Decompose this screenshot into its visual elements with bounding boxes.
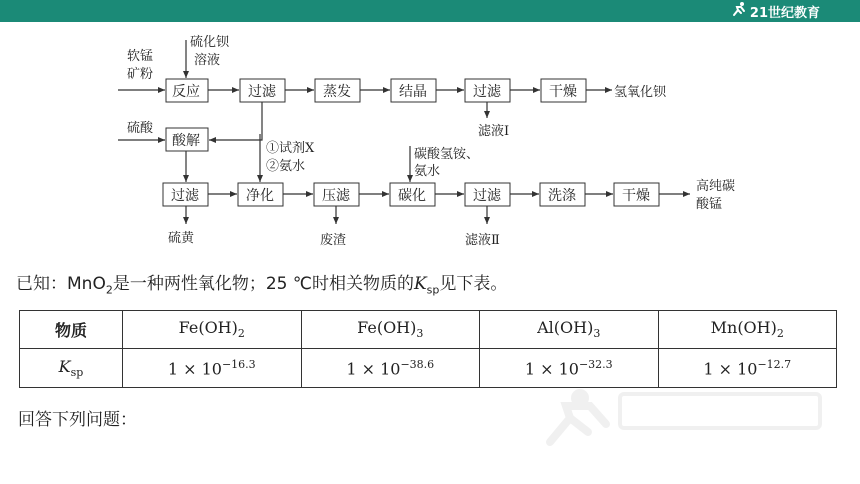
svg-text:碳化: 碳化 [398,188,426,204]
runner-icon [731,1,747,21]
svg-text:过滤: 过滤 [473,188,501,204]
ksp-cell: $1 \times 10^{-32.3}$ [480,349,659,388]
box-wash [540,183,585,206]
svg-text:蒸发: 蒸发 [323,84,351,100]
svg-text:结晶: 结晶 [399,84,427,100]
output-residue: 废渣 [320,233,347,248]
carbon-reagent-2: 氨水 [414,164,441,179]
header-cell-substance: 物质 [20,311,123,349]
acid-label: 硫酸 [127,121,154,136]
svg-text:酸解: 酸解 [172,133,200,149]
svg-text:反应: 反应 [172,84,200,100]
process-flowchart [0,22,860,267]
carbon-reagent-1: 碳酸氢铵、 [414,147,480,162]
box-react [166,79,208,102]
box-filter2 [465,79,510,102]
top-banner [0,0,860,22]
output-filtrate1: 滤液Ⅰ [478,124,510,139]
svg-text:干燥: 干燥 [549,84,577,100]
svg-text:洗涤: 洗涤 [548,188,576,204]
brand-logo [731,2,820,20]
bas-label-2: 溶液 [194,53,221,68]
output-mnco3-1: 高纯碳 [696,179,736,194]
table-header-row [20,311,837,349]
box-dry1 [541,79,586,102]
bas-label-1: 硫化钡 [190,35,230,50]
ksp-cell: $1 \times 10^{-12.7}$ [658,349,837,388]
header-cell: $Fe(OH)_2$ [123,311,302,349]
row-label-ksp: $K_{sp}$ [20,349,123,388]
box-filter1 [240,79,285,102]
reagent-x-label: ①试剂X [266,141,315,156]
ore-label-2: 矿粉 [127,67,154,82]
header-cell: $Mn(OH)_2$ [658,311,837,349]
box-filter3 [163,183,208,206]
known-statement: 已知：MnO$_2$是一种两性氧化物；25 ℃时相关物质的$K_{sp}$见下表。 [16,274,508,297]
svg-text:干燥: 干燥 [622,188,650,204]
ksp-cell: $1 \times 10^{-38.6}$ [301,349,480,388]
watermark-logo [540,380,840,450]
svg-text:过滤: 过滤 [248,84,276,100]
box-filter4 [465,183,510,206]
box-dry2 [614,183,659,206]
box-press-filter [314,183,359,206]
question-prompt: 回答下列问题： [18,410,137,430]
ksp-table [19,310,837,388]
ammonia-label: ②氨水 [266,159,306,174]
box-acid-leach [166,128,208,151]
svg-text:净化: 净化 [246,188,274,204]
header-cell: $Al(OH)_3$ [480,311,659,349]
svg-text:过滤: 过滤 [171,188,199,204]
svg-text:压滤: 压滤 [322,188,350,204]
output-filtrate2: 滤液Ⅱ [465,233,500,248]
box-crystallize [391,79,436,102]
svg-text:过滤: 过滤 [473,84,501,100]
box-carbonize [390,183,435,206]
ore-label-1: 软锰 [127,49,154,64]
output-sulfur: 硫黄 [168,231,195,246]
header-cell: $Fe(OH)_3$ [301,311,480,349]
box-evaporate [315,79,360,102]
output-mnco3-2: 酸锰 [696,197,723,212]
output-barium-hydroxide: 氢氧化钡 [614,85,667,100]
logo-text: 21世纪教育 [749,5,820,21]
ksp-cell: $1 \times 10^{-16.3}$ [123,349,302,388]
box-purify [238,183,283,206]
